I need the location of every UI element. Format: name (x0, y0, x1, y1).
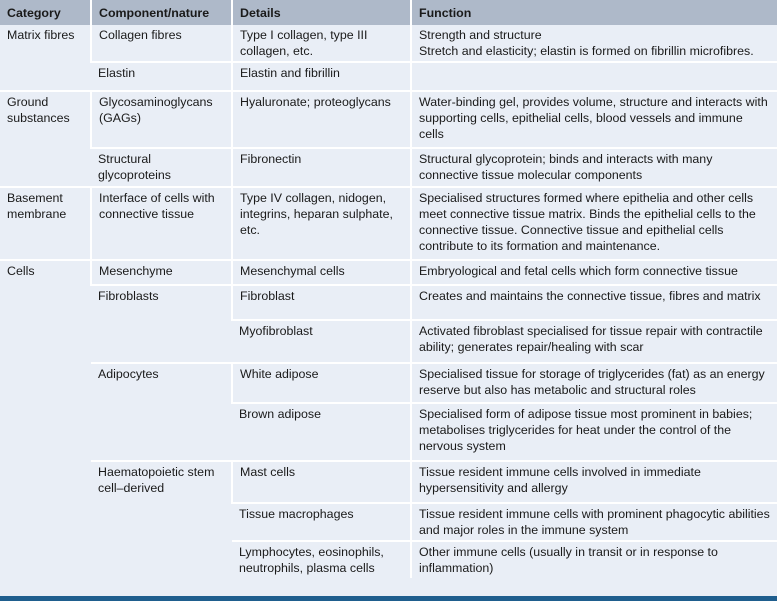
table-row (0, 187, 777, 260)
table-row (0, 62, 777, 91)
function-cell: Activated fibroblast specialised for tissue repair with contractile ability; generates repair/healing with scar (411, 320, 777, 363)
table-row (0, 148, 777, 187)
details-cell: Mast cells (232, 461, 411, 503)
header-category: Category (0, 0, 91, 25)
table-row (0, 285, 777, 320)
component-cell: Haematopoietic stem cell–derived (91, 461, 232, 578)
function-line: Strength and structure (419, 28, 542, 42)
function-cell: Specialised form of adipose tissue most prominent in babies; metabolises triglycerides for heat under the control of the nervous system (411, 403, 777, 461)
component-cell: Adipocytes (91, 363, 232, 461)
function-cell: Water-binding gel, provides volume, structure and interacts with supporting cells, epithelial cells, blood vessels and immune cells (411, 91, 777, 148)
function-cell (411, 25, 777, 62)
function-cell: Creates and maintains the connective tissue, fibres and matrix (411, 285, 777, 320)
details-cell: Elastin and fibrillin (232, 62, 411, 91)
details-cell: Type IV collagen, nidogen, integrins, heparan sulphate, etc. (232, 187, 411, 260)
component-cell: Fibroblasts (91, 285, 232, 363)
table-row (0, 461, 777, 503)
details-cell: Lymphocytes, eosinophils, neutrophils, plasma cells (232, 541, 411, 578)
details-cell: White adipose (232, 363, 411, 403)
component-cell: Interface of cells with connective tissue (91, 187, 232, 260)
function-cell: Specialised tissue for storage of triglycerides (fat) as an energy reserve but also has metabolic and structural roles (411, 363, 777, 403)
function-cell: Embryological and fetal cells which form connective tissue (411, 260, 777, 285)
component-cell: Structural glycoproteins (91, 148, 232, 187)
details-cell: Fibronectin (232, 148, 411, 187)
table-row (0, 25, 777, 62)
details-cell: Mesenchymal cells (232, 260, 411, 285)
table-row (0, 260, 777, 285)
bottom-rule (0, 596, 777, 601)
header-row (0, 0, 777, 25)
details-cell: Tissue macrophages (232, 503, 411, 541)
table-row (0, 91, 777, 148)
function-cell: Structural glycoprotein; binds and interacts with many connective tissue molecular components (411, 148, 777, 187)
component-cell: Glycosaminoglycans (GAGs) (91, 91, 232, 148)
details-cell: Hyaluronate; proteoglycans (232, 91, 411, 148)
component-cell: Collagen fibres (91, 25, 232, 62)
category-cell: Matrix fibres (0, 25, 91, 91)
component-cell: Elastin (91, 62, 232, 91)
function-cell (411, 62, 777, 91)
function-cell: Tissue resident immune cells involved in immediate hypersensitivity and allergy (411, 461, 777, 503)
details-cell: Myofibroblast (232, 320, 411, 363)
component-cell: Mesenchyme (91, 260, 232, 285)
details-cell: Type I collagen, type III collagen, etc. (232, 25, 411, 62)
header-details: Details (232, 0, 411, 25)
function-line: Stretch and elasticity; elastin is formed on fibrillin microfibres. (419, 44, 754, 58)
category-cell: Basement membrane (0, 187, 91, 260)
details-cell: Brown adipose (232, 403, 411, 461)
category-cell: Cells (0, 260, 91, 578)
table-row (0, 363, 777, 403)
function-cell: Tissue resident immune cells with prominent phagocytic abilities and major roles in the immune system (411, 503, 777, 541)
header-function: Function (411, 0, 777, 25)
function-cell: Specialised structures formed where epithelia and other cells meet connective tissue matrix. Binds the epithelial cells to the connective tissue. Connective tissue and epithelial cells contribute to its formation and maintenance. (411, 187, 777, 260)
details-cell: Fibroblast (232, 285, 411, 320)
header-component: Component/nature (91, 0, 232, 25)
category-cell: Ground substances (0, 91, 91, 187)
function-cell: Other immune cells (usually in transit or in response to inflammation) (411, 541, 777, 578)
